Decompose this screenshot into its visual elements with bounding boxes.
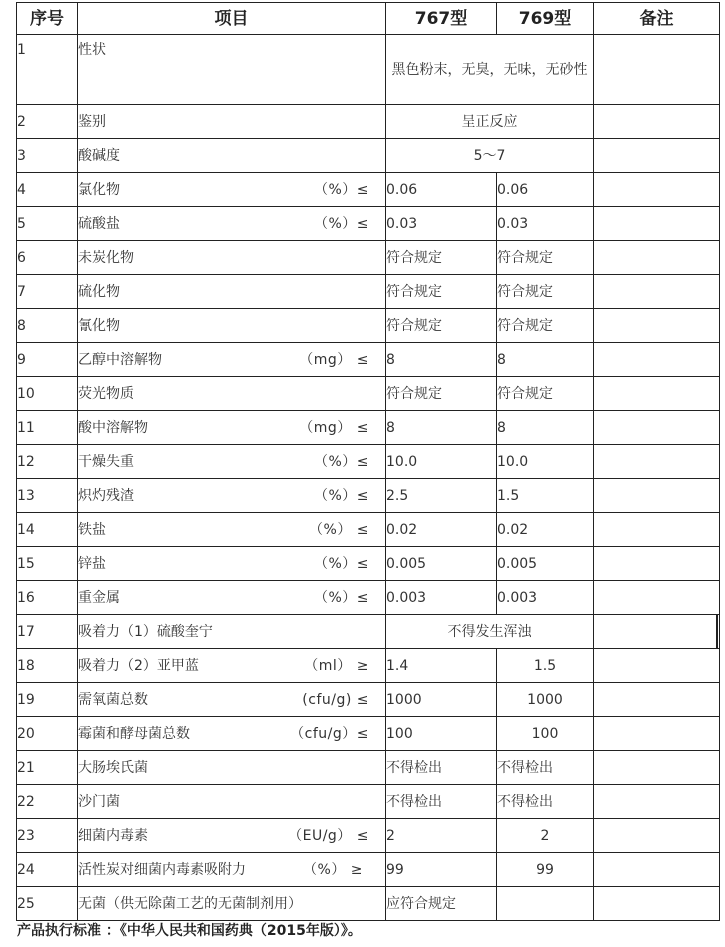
- row-note: [594, 241, 720, 275]
- row-item: [78, 513, 386, 547]
- row-no: 18: [17, 649, 78, 683]
- header-767: 767型: [386, 3, 497, 35]
- row-value-769: 不得检出: [497, 751, 594, 785]
- row-no: 22: [17, 785, 78, 819]
- row-no: 10: [17, 377, 78, 411]
- row-item: [78, 819, 386, 853]
- row-item: [78, 649, 386, 683]
- row-value-769: 不得检出: [497, 785, 594, 819]
- row-unit: （%） ≥: [303, 861, 363, 878]
- row-value-769: 符合规定: [497, 275, 594, 309]
- table-row: [17, 139, 720, 173]
- row-item: 大肠埃氏菌: [78, 751, 386, 785]
- table-row: [17, 819, 720, 853]
- row-value-769: 8: [497, 411, 594, 445]
- row-value-767: 0.003: [386, 581, 497, 615]
- header-769: 769型: [497, 3, 594, 35]
- row-item: 无菌（供无除菌工艺的无菌制剂用）: [78, 887, 386, 921]
- row-unit: （%）≤: [313, 215, 369, 232]
- row-no: 12: [17, 445, 78, 479]
- row-no: 16: [17, 581, 78, 615]
- row-note: [594, 105, 720, 139]
- header-no: 序号: [17, 3, 78, 35]
- row-no: 21: [17, 751, 78, 785]
- row-value-769: 符合规定: [497, 241, 594, 275]
- row-value-span: 黑色粉末，无臭，无味，无砂性: [386, 35, 594, 105]
- row-item-label: 吸着力（2）亚甲蓝: [78, 657, 199, 674]
- row-no: 5: [17, 207, 78, 241]
- row-unit: （mg） ≤: [299, 351, 369, 368]
- table-row: [17, 683, 720, 717]
- table-row: [17, 853, 720, 887]
- table-row: [17, 35, 720, 105]
- table-row: [17, 343, 720, 377]
- row-value-767: 0.03: [386, 207, 497, 241]
- row-note: [594, 275, 720, 309]
- row-value-span: 呈正反应: [386, 105, 594, 139]
- row-item: 吸着力（1）硫酸奎宁: [78, 615, 386, 649]
- row-value-769: 10.0: [497, 445, 594, 479]
- row-no: 11: [17, 411, 78, 445]
- table-row: [17, 207, 720, 241]
- row-value-769: 1.5: [497, 479, 594, 513]
- row-item-label: 硫酸盐: [78, 215, 120, 232]
- table-row: [17, 785, 720, 819]
- row-unit: （ml） ≥: [304, 657, 369, 674]
- row-note: [594, 683, 720, 717]
- row-unit: （%） ≤: [309, 521, 369, 538]
- row-unit: （cfu/g）≤: [290, 725, 369, 742]
- row-item-label: 锌盐: [78, 555, 106, 572]
- cell-border-mark: [716, 615, 718, 648]
- row-value-767: 符合规定: [386, 241, 497, 275]
- table-row: [17, 445, 720, 479]
- table-row: [17, 615, 720, 649]
- row-value-769: 0.03: [497, 207, 594, 241]
- header-note: 备注: [594, 3, 720, 35]
- row-value-769: 2: [497, 819, 594, 853]
- row-item: [78, 683, 386, 717]
- row-item: [78, 853, 386, 887]
- row-note: [594, 853, 720, 887]
- row-value-span: 不得发生浑浊: [386, 615, 594, 649]
- row-item-label: 活性炭对细菌内毒素吸附力: [78, 861, 246, 878]
- row-item: [78, 343, 386, 377]
- row-note: [594, 717, 720, 751]
- row-value-769: 0.003: [497, 581, 594, 615]
- row-item-label: 重金属: [78, 589, 120, 606]
- row-item-label: 干燥失重: [78, 453, 134, 470]
- row-item: [78, 547, 386, 581]
- table-row: [17, 547, 720, 581]
- row-unit: （EU/g） ≤: [288, 827, 369, 844]
- row-item: [78, 445, 386, 479]
- row-note: [594, 751, 720, 785]
- row-no: 24: [17, 853, 78, 887]
- row-no: 9: [17, 343, 78, 377]
- row-value-767: 2: [386, 819, 497, 853]
- row-note: [594, 309, 720, 343]
- row-no: 23: [17, 819, 78, 853]
- row-value-767: 99: [386, 853, 497, 887]
- row-unit: (cfu/g) ≤: [302, 691, 369, 708]
- row-value-767: 0.02: [386, 513, 497, 547]
- table-row: [17, 411, 720, 445]
- row-note: [594, 411, 720, 445]
- row-unit: （%）≤: [313, 181, 369, 198]
- row-note: [594, 139, 720, 173]
- table-row: [17, 479, 720, 513]
- row-note: [594, 479, 720, 513]
- standard-label: 产品执行标准 ：: [17, 923, 120, 939]
- table-row: [17, 513, 720, 547]
- row-unit: （%）≤: [313, 487, 369, 504]
- row-note: [594, 343, 720, 377]
- table-row: [17, 581, 720, 615]
- row-value-767: 10.0: [386, 445, 497, 479]
- row-value-769: 符合规定: [497, 377, 594, 411]
- row-item: [78, 411, 386, 445]
- row-note: [594, 649, 720, 683]
- row-item-label: 霉菌和酵母菌总数: [78, 725, 190, 742]
- table-row: [17, 717, 720, 751]
- table-row: [17, 887, 720, 921]
- row-note: [594, 207, 720, 241]
- row-value-769: 100: [497, 717, 594, 751]
- row-no: 7: [17, 275, 78, 309]
- standard-footer: [17, 920, 362, 940]
- row-item: [78, 479, 386, 513]
- row-value-769: 0.005: [497, 547, 594, 581]
- row-note: [594, 377, 720, 411]
- row-note: [594, 887, 720, 921]
- row-value-767: 8: [386, 343, 497, 377]
- table-row: [17, 105, 720, 139]
- row-value-767: 0.005: [386, 547, 497, 581]
- row-no: 25: [17, 887, 78, 921]
- row-value-span: 5～7: [386, 139, 594, 173]
- row-item: 荧光物质: [78, 377, 386, 411]
- row-value-767: 符合规定: [386, 377, 497, 411]
- row-item: 氰化物: [78, 309, 386, 343]
- row-item: [78, 581, 386, 615]
- row-no: 1: [17, 35, 78, 105]
- row-value-767: 应符合规定: [386, 887, 497, 921]
- row-note: [594, 615, 720, 649]
- row-item: [78, 207, 386, 241]
- row-item: 鉴别: [78, 105, 386, 139]
- row-value-769: 1.5: [497, 649, 594, 683]
- row-value-767: 0.06: [386, 173, 497, 207]
- row-item-label: 需氧菌总数: [78, 691, 148, 708]
- row-item: 酸碱度: [78, 139, 386, 173]
- row-no: 2: [17, 105, 78, 139]
- row-value-767: 2.5: [386, 479, 497, 513]
- row-value-769: 1000: [497, 683, 594, 717]
- row-value-767: 100: [386, 717, 497, 751]
- row-no: 6: [17, 241, 78, 275]
- row-note: [594, 35, 720, 105]
- row-note: [594, 513, 720, 547]
- row-no: 4: [17, 173, 78, 207]
- row-no: 15: [17, 547, 78, 581]
- row-item-label: 乙醇中溶解物: [78, 351, 162, 368]
- row-value-767: 符合规定: [386, 309, 497, 343]
- row-value-767: 不得检出: [386, 785, 497, 819]
- row-no: 20: [17, 717, 78, 751]
- row-no: 14: [17, 513, 78, 547]
- row-unit: （mg） ≤: [299, 419, 369, 436]
- row-item-label: 炽灼残渣: [78, 487, 134, 504]
- row-value-769: 0.06: [497, 173, 594, 207]
- row-value-769: 符合规定: [497, 309, 594, 343]
- row-unit: （%）≤: [313, 453, 369, 470]
- row-note: [594, 785, 720, 819]
- row-value-769: 99: [497, 853, 594, 887]
- row-note: [594, 173, 720, 207]
- row-note: [594, 547, 720, 581]
- row-no: 17: [17, 615, 78, 649]
- row-item-label: 铁盐: [78, 521, 106, 538]
- row-item: 硫化物: [78, 275, 386, 309]
- row-note: [594, 581, 720, 615]
- table-row: [17, 751, 720, 785]
- row-note: [594, 819, 720, 853]
- table-row: [17, 173, 720, 207]
- row-no: 19: [17, 683, 78, 717]
- row-value-767: 8: [386, 411, 497, 445]
- row-note: [594, 445, 720, 479]
- table-row: [17, 241, 720, 275]
- row-no: 3: [17, 139, 78, 173]
- row-value-769: [497, 887, 594, 921]
- row-item: [78, 173, 386, 207]
- row-value-767: 符合规定: [386, 275, 497, 309]
- row-item-label: 细菌内毒素: [78, 827, 148, 844]
- table-row: [17, 377, 720, 411]
- row-unit: （%）≤: [313, 555, 369, 572]
- row-item: [78, 717, 386, 751]
- row-value-767: 1.4: [386, 649, 497, 683]
- table-row: [17, 309, 720, 343]
- spec-table: [16, 2, 720, 921]
- row-value-767: 不得检出: [386, 751, 497, 785]
- table-row: [17, 649, 720, 683]
- table-row: [17, 275, 720, 309]
- row-no: 8: [17, 309, 78, 343]
- row-item: 性状: [78, 35, 386, 105]
- standard-reference: 《中华人民共和国药典（2015年版）》。: [119, 923, 362, 939]
- row-item: 沙门菌: [78, 785, 386, 819]
- header-row: [17, 3, 720, 35]
- row-unit: （%）≤: [313, 589, 369, 606]
- row-value-767: 1000: [386, 683, 497, 717]
- header-item: 项目: [78, 3, 386, 35]
- row-value-769: 0.02: [497, 513, 594, 547]
- row-item: 未炭化物: [78, 241, 386, 275]
- row-item-label: 酸中溶解物: [78, 419, 148, 436]
- row-no: 13: [17, 479, 78, 513]
- row-item-label: 氯化物: [78, 181, 120, 198]
- row-value-769: 8: [497, 343, 594, 377]
